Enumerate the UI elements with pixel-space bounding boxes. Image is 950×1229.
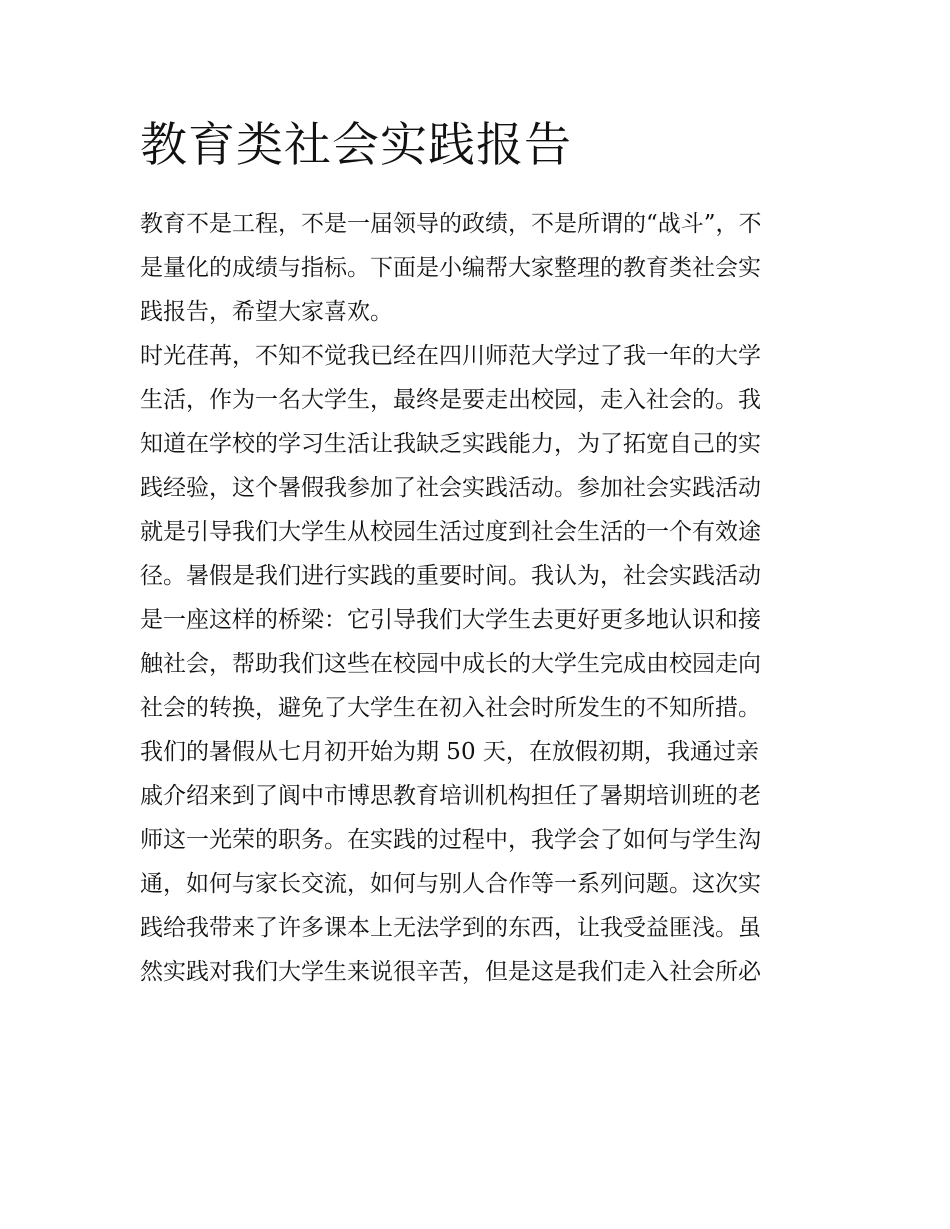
text-line: 戚介绍来到了阆中市博思教育培训机构担任了暑期培训班的老: [140, 783, 761, 809]
document-title: 教育类社会实践报告: [140, 118, 572, 173]
text-line: 践给我带来了许多课本上无法学到的东西，让我受益匪浅。虽: [140, 915, 761, 941]
text-line: 时光荏苒，不知不觉我已经在四川师范大学过了我一年的大学: [140, 343, 761, 369]
document-body: [140, 202, 820, 994]
text-line: 教育不是工程，不是一届领导的政绩，不是所谓的“战斗”，不: [140, 211, 762, 237]
text-line: 我们的暑假从七月初开始为期 50 天，在放假初期，我通过亲: [140, 739, 759, 765]
text-line: 通，如何与家长交流，如何与别人合作等一系列问题。这次实: [140, 871, 761, 897]
text-line: 知道在学校的学习生活让我缺乏实践能力，为了拓宽自己的实: [140, 431, 761, 457]
text-line: 径。暑假是我们进行实践的重要时间。我认为，社会实践活动: [140, 563, 761, 589]
text-line: 社会的转换，避免了大学生在初入社会时所发生的不知所措。: [140, 695, 761, 721]
text-line: 师这一光荣的职务。在实践的过程中，我学会了如何与学生沟: [140, 827, 761, 853]
text-line: 是一座这样的桥梁：它引导我们大学生去更好更多地认识和接: [140, 607, 761, 633]
text-line: 生活，作为一名大学生，最终是要走出校园，走入社会的。我: [140, 387, 761, 413]
text-line: 践经验，这个暑假我参加了社会实践活动。参加社会实践活动: [140, 475, 761, 501]
text-line: 然实践对我们大学生来说很辛苦，但是这是我们走入社会所必: [140, 959, 761, 985]
text-line: 践报告，希望大家喜欢。: [140, 299, 393, 325]
text-line: 是量化的成绩与指标。下面是小编帮大家整理的教育类社会实: [140, 255, 761, 281]
text-line: 触社会，帮助我们这些在校园中成长的大学生完成由校园走向: [140, 651, 761, 677]
text-line: 就是引导我们大学生从校园生活过度到社会生活的一个有效途: [140, 519, 761, 545]
